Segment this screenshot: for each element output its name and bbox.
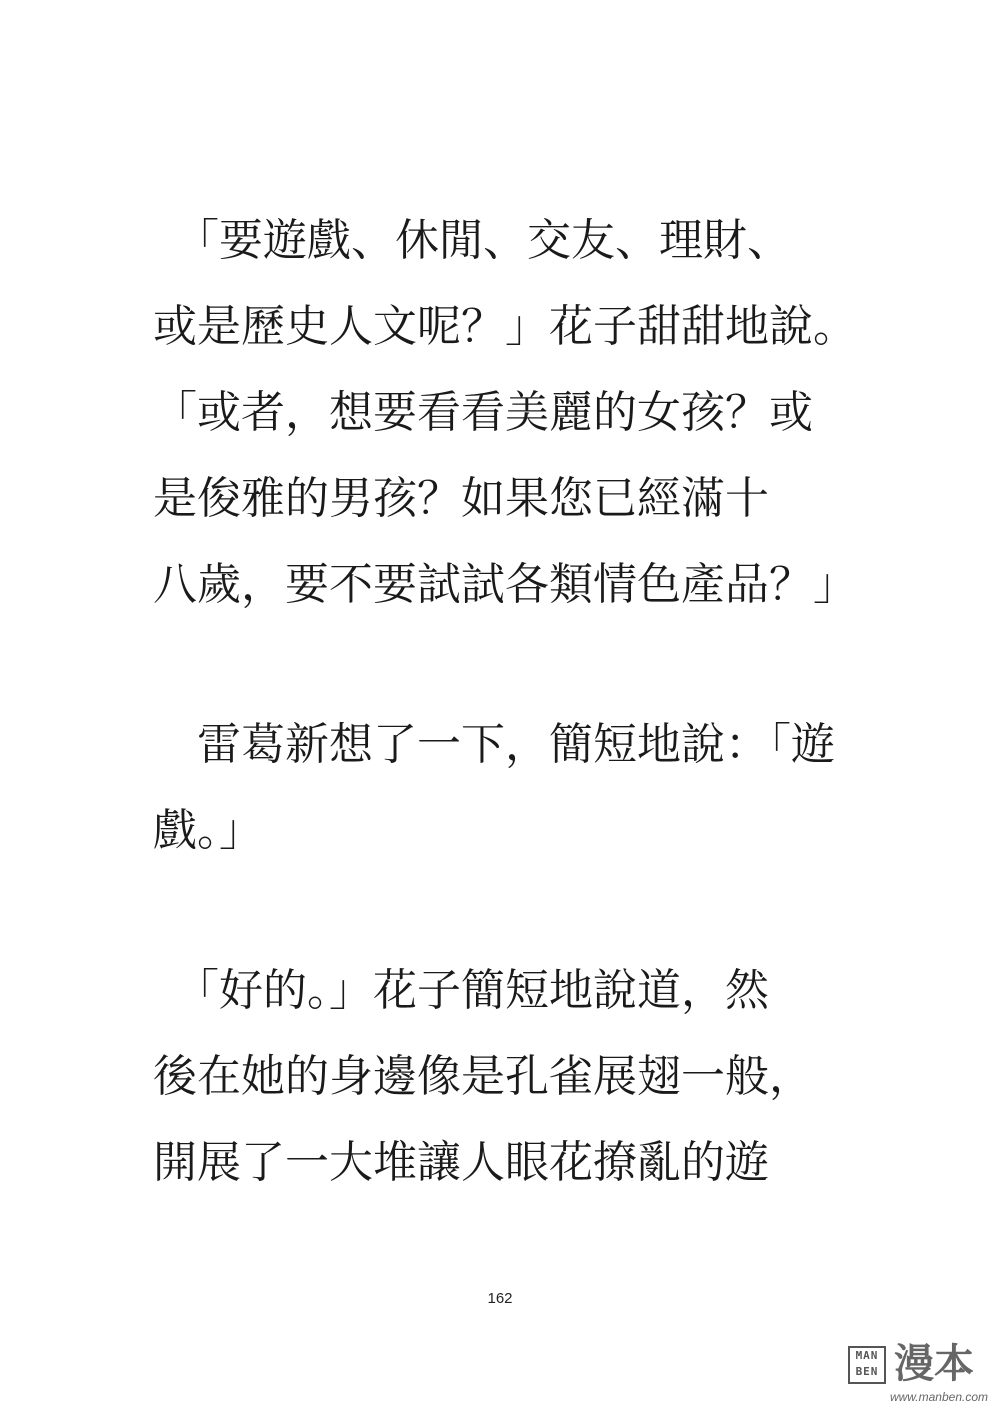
watermark-logo — [848, 1342, 988, 1404]
text-line: 八歲，要不要試試各類情色產品？」 — [153, 559, 857, 610]
text-line: 戲。」 — [153, 805, 263, 856]
manben-logo-icon: MAN BEN — [848, 1346, 886, 1384]
paragraph-1 — [153, 198, 873, 628]
watermark-title: 漫本 — [894, 1341, 974, 1387]
page-number: 162 — [487, 1290, 513, 1307]
text-line: 「好的。」花子簡短地說道，然 — [153, 965, 769, 1016]
paragraph-3 — [153, 948, 873, 1206]
paragraph-2 — [153, 702, 873, 874]
text-line: 開展了一大堆讓人眼花撩亂的遊 — [153, 1137, 769, 1188]
paragraph-gap — [153, 628, 873, 702]
text-line: 「要遊戲、休閒、交友、理財、 — [153, 215, 791, 266]
text-line: 是俊雅的男孩？如果您已經滿十 — [153, 473, 769, 524]
text-line: 後在她的身邊像是孔雀展翅一般， — [153, 1051, 813, 1102]
text-line: 雷葛新想了一下，簡短地說：「遊 — [153, 719, 835, 770]
page-body — [153, 198, 873, 1206]
paragraph-gap — [153, 874, 873, 948]
text-line: 「或者，想要看看美麗的女孩？或 — [153, 387, 813, 438]
text-line: 或是歷史人文呢？」花子甜甜地說。 — [153, 301, 857, 352]
watermark-url: www.manben.com — [889, 1390, 988, 1404]
